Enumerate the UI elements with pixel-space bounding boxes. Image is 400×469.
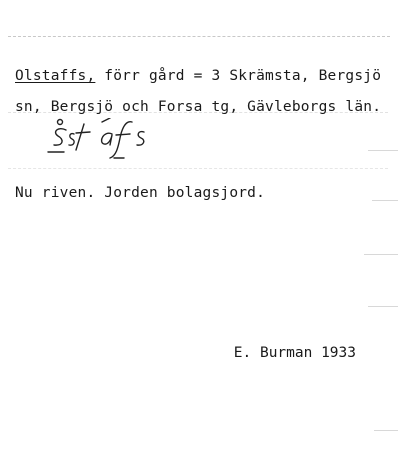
headword: Olstaffs,	[15, 68, 96, 84]
edge-mark	[374, 430, 398, 431]
entry-line-2	[15, 99, 381, 115]
top-rule	[8, 36, 390, 37]
edge-mark	[372, 200, 398, 201]
entry-line-2-text: sn, Bergsjö och Forsa tg, Gävleborgs län.	[15, 99, 382, 115]
edge-mark	[364, 254, 398, 255]
ruling-line	[8, 168, 388, 169]
note-line	[15, 185, 265, 201]
entry-line-1	[15, 68, 381, 84]
edge-mark	[368, 306, 398, 307]
entry-line-1-text: förr gård = 3 Skrämsta, Bergsjö	[95, 68, 382, 84]
handwriting-drawing	[40, 118, 180, 162]
signature-text: E. Burman 1933	[233, 345, 356, 361]
note-text: Nu riven. Jorden bolagsjord.	[15, 185, 266, 201]
handwritten-form	[40, 118, 180, 166]
edge-mark	[368, 150, 398, 151]
signature	[234, 345, 356, 361]
